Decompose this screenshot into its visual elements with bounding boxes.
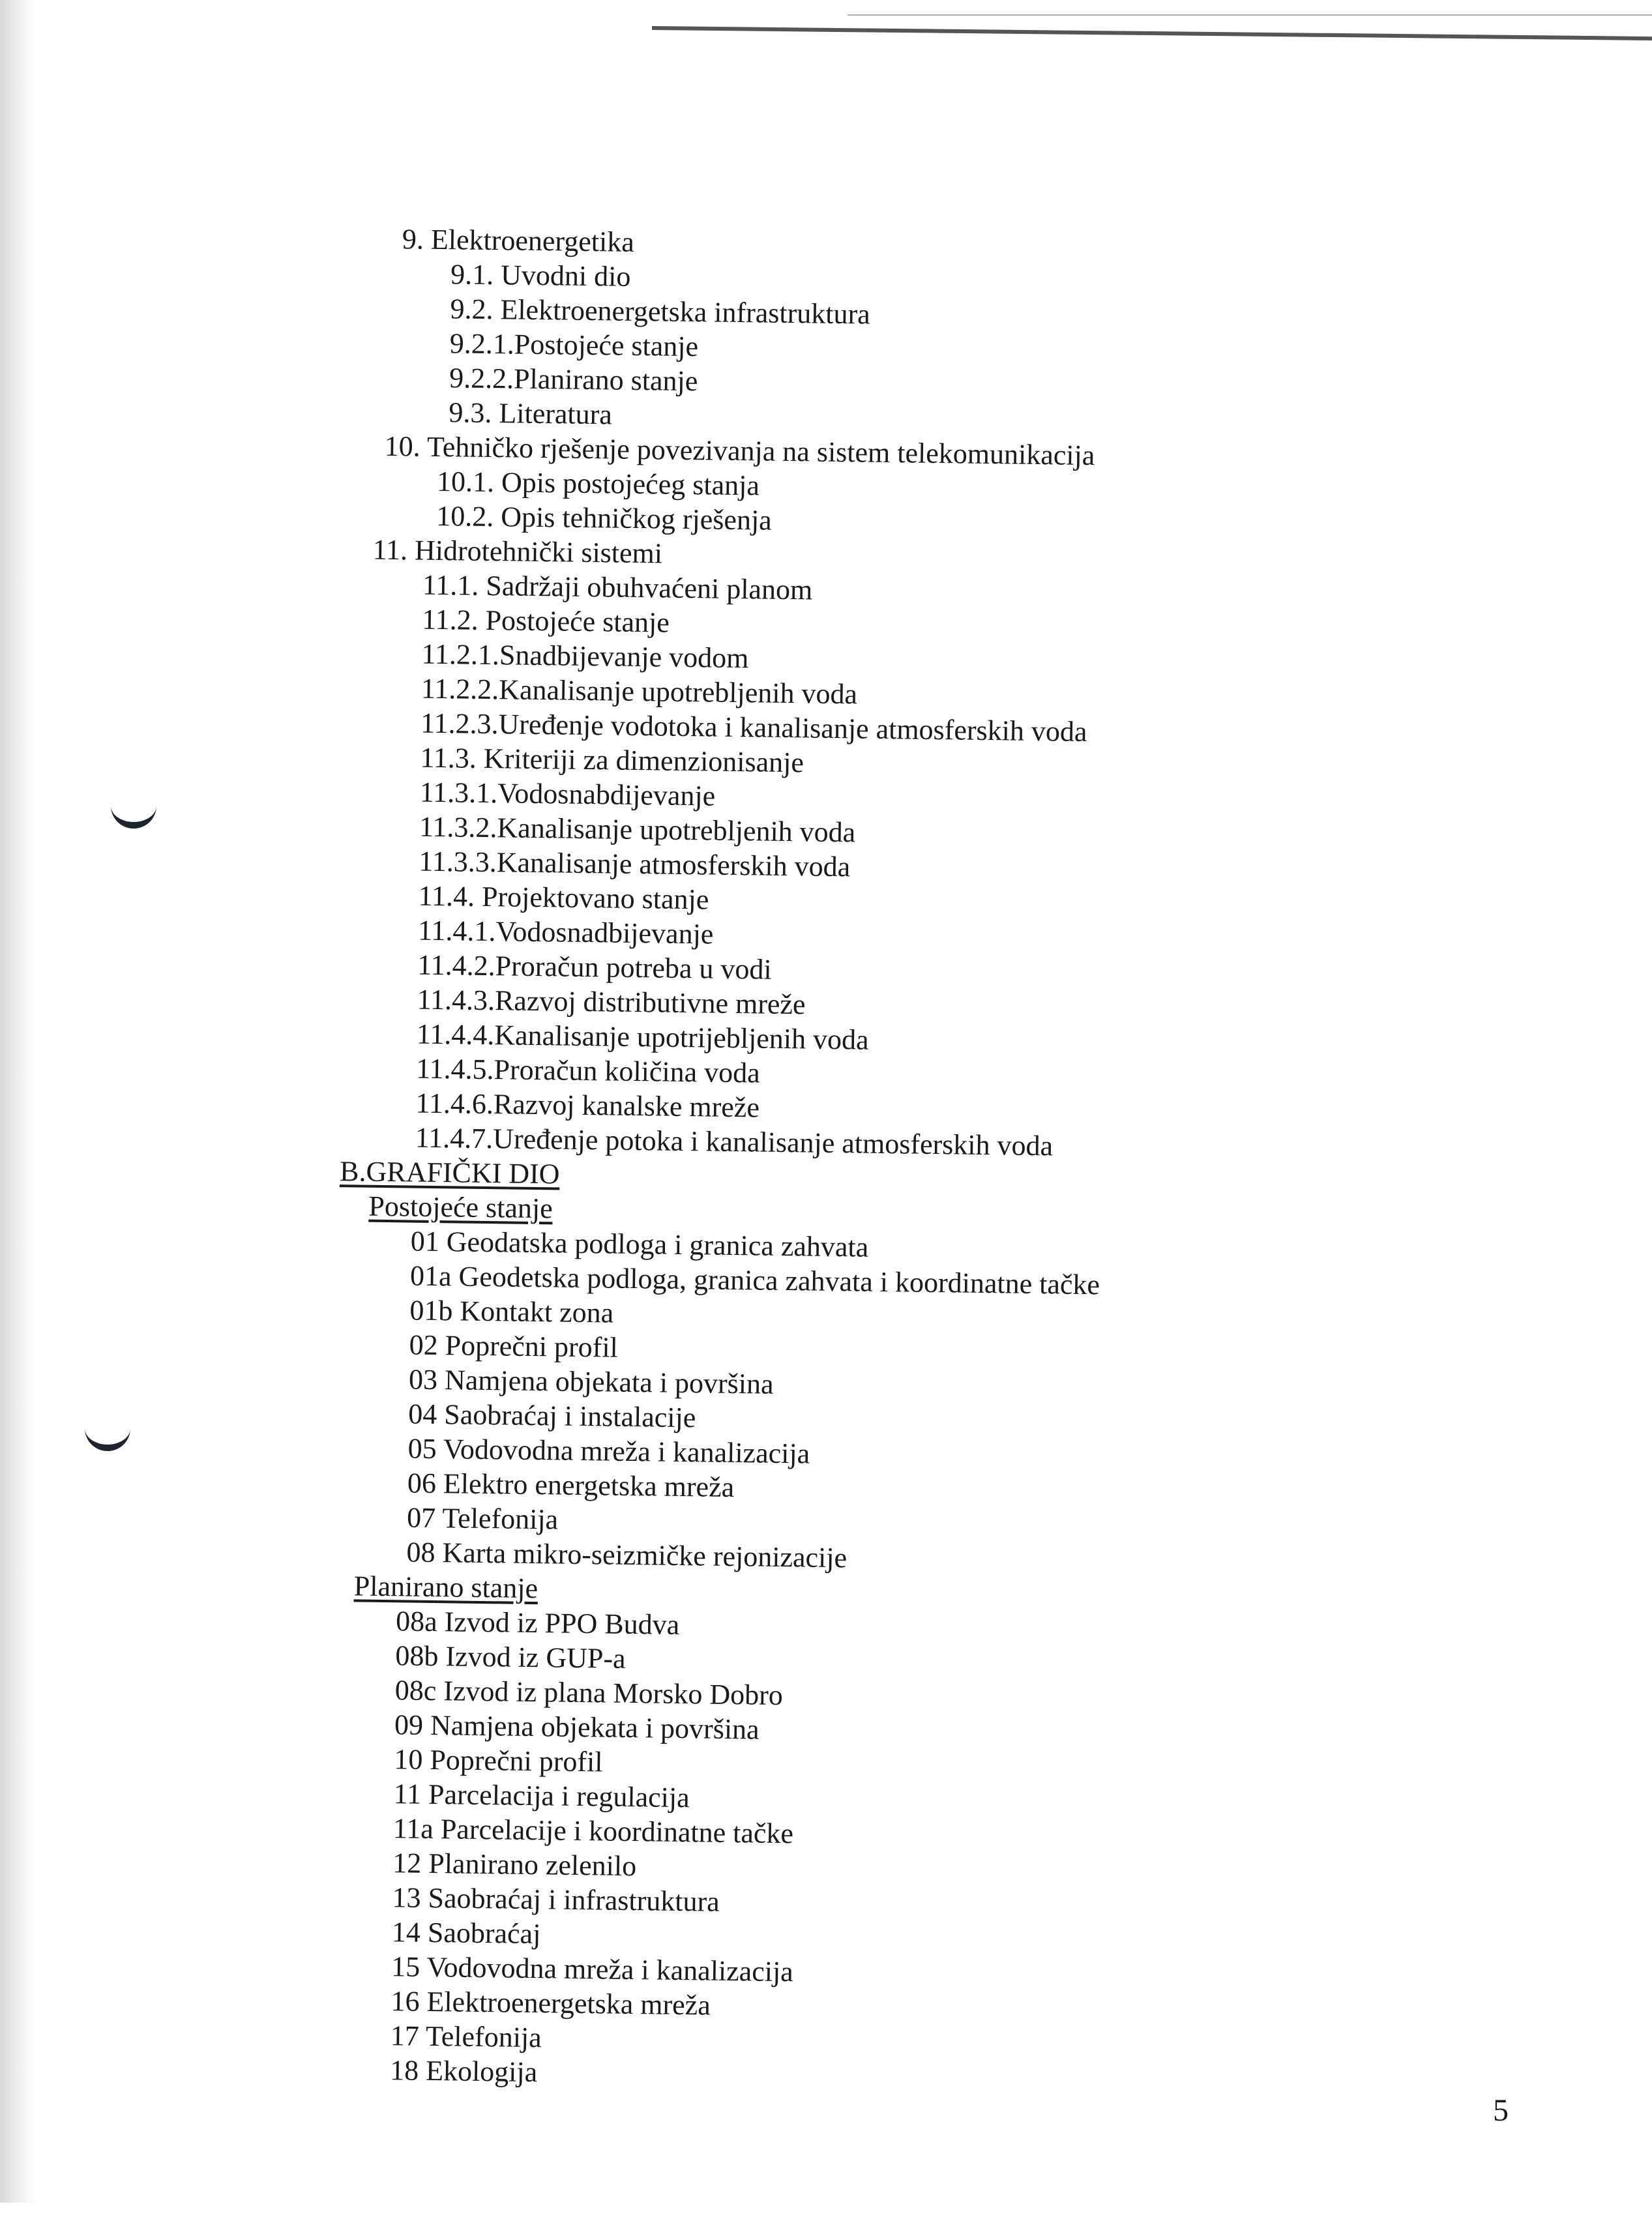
toc-entry: 9.1. Uvodni dio — [450, 258, 631, 293]
map-list-item: 15 Vodovodna mreža i kanalizacija — [391, 1950, 794, 1988]
toc-entry: 11.1. Sadržaji obuhvaćeni planom — [422, 568, 813, 606]
map-list-item: 12 Planirano zelenilo — [392, 1847, 637, 1883]
map-list-item: 01 Geodatska podloga i granica zahvata — [410, 1225, 869, 1263]
map-list-item: 11a Parcelacije i koordinatne tačke — [392, 1812, 794, 1850]
toc-entry: 11.3.3.Kanalisanje atmosferskih voda — [419, 845, 851, 883]
toc-entry: 11.4.4.Kanalisanje upotrijebljenih voda — [416, 1018, 869, 1056]
section-heading-graficki-dio: B.GRAFIČKI DIO — [339, 1155, 560, 1190]
map-list-item: 13 Saobraćaj i infrastruktura — [392, 1881, 720, 1918]
toc-entry: 11. Hidrotehnički sistemi — [372, 533, 663, 570]
map-list-item: 07 Telefonija — [406, 1501, 559, 1536]
map-list-item: 02 Poprečni profil — [409, 1329, 619, 1364]
toc-entry: 9.3. Literatura — [449, 396, 613, 431]
map-list-item: 08 Karta mikro-seizmičke rejonizacije — [406, 1536, 848, 1574]
toc-entry: 10.1. Opis postojećeg stanja — [436, 465, 760, 502]
map-list-item: 03 Namjena objekata i površina — [408, 1363, 774, 1400]
toc-entry: 11.4.6.Razvoj kanalske mreže — [415, 1087, 760, 1124]
toc-entry: 11.4.7.Uređenje potoka i kanalisanje atmosferskih voda — [415, 1121, 1054, 1162]
toc-entry: 10. Tehničko rješenje povezivanja na sistem telekomunikacija — [384, 430, 1095, 472]
page-number: 5 — [1493, 2093, 1509, 2128]
subsection-heading-planirano-stanje: Planirano stanje — [353, 1570, 538, 1605]
map-list-item: 01a Geodetska podloga, granica zahvata i koordinatne tačke — [409, 1259, 1100, 1301]
map-list-item: 08a Izvod iz PPO Budva — [395, 1605, 680, 1641]
toc-entry: 11.4.1.Vodosnadbijevanje — [417, 914, 714, 950]
toc-entry: 11.2.3.Uređenje vodotoka i kanalisanje atmosferskih voda — [420, 707, 1087, 748]
toc-entry: 9.2.2.Planirano stanje — [449, 362, 698, 398]
toc-entry: 11.2.1.Snadbijevanje vodom — [421, 638, 749, 675]
toc-entry: 11.4.5.Proračun količina voda — [415, 1052, 761, 1089]
subsection-heading-postojece-stanje: Postojeće stanje — [368, 1190, 553, 1225]
map-list-item: 01b Kontakt zona — [409, 1294, 614, 1329]
map-list-item: 16 Elektroenergetska mreža — [391, 1985, 711, 2021]
toc-entry: 11.4.3.Razvoj distributivne mreže — [417, 983, 806, 1021]
map-list-item: 14 Saobraćaj — [391, 1916, 541, 1950]
toc-entry: 11.4.2.Proračun potreba u vodi — [417, 948, 772, 986]
map-list-item: 11 Parcelacija i regulacija — [393, 1778, 690, 1814]
toc-entry: 11.2. Postojeće stanje — [421, 603, 670, 639]
map-list-item: 18 Ekologija — [389, 2054, 538, 2089]
toc-entry: 11.2.2.Kanalisanje upotrebljenih voda — [420, 672, 858, 711]
map-list-item: 05 Vodovodna mreža i kanalizacija — [407, 1432, 810, 1470]
toc-entry: 11.3.1.Vodosnabdijevanje — [419, 776, 716, 812]
map-list-item: 09 Namjena objekata i površina — [394, 1709, 760, 1746]
map-list-item: 06 Elektro energetska mreža — [407, 1467, 735, 1504]
toc-entry: 9. Elektroenergetika — [402, 223, 635, 258]
map-list-item: 10 Poprečni profil — [394, 1743, 603, 1778]
toc-entry: 9.2. Elektroenergetska infrastruktura — [450, 293, 871, 331]
toc-entry: 11.4. Projektovano stanje — [418, 879, 709, 916]
toc-entry: 11.3.2.Kanalisanje upotrebljenih voda — [419, 810, 856, 849]
map-list-item: 08c Izvod iz plana Morsko Dobro — [394, 1674, 784, 1712]
map-list-item: 04 Saobraćaj i instalacije — [408, 1398, 696, 1434]
toc-entry: 10.2. Opis tehničkog rješenja — [436, 499, 773, 536]
map-list-item: 17 Telefonija — [390, 2020, 542, 2054]
toc-entry: 11.3. Kriteriji za dimenzionisanje — [420, 741, 804, 779]
toc-entry: 9.2.1.Postojeće stanje — [449, 327, 699, 363]
map-list-item: 08b Izvod iz GUP-a — [395, 1639, 626, 1675]
